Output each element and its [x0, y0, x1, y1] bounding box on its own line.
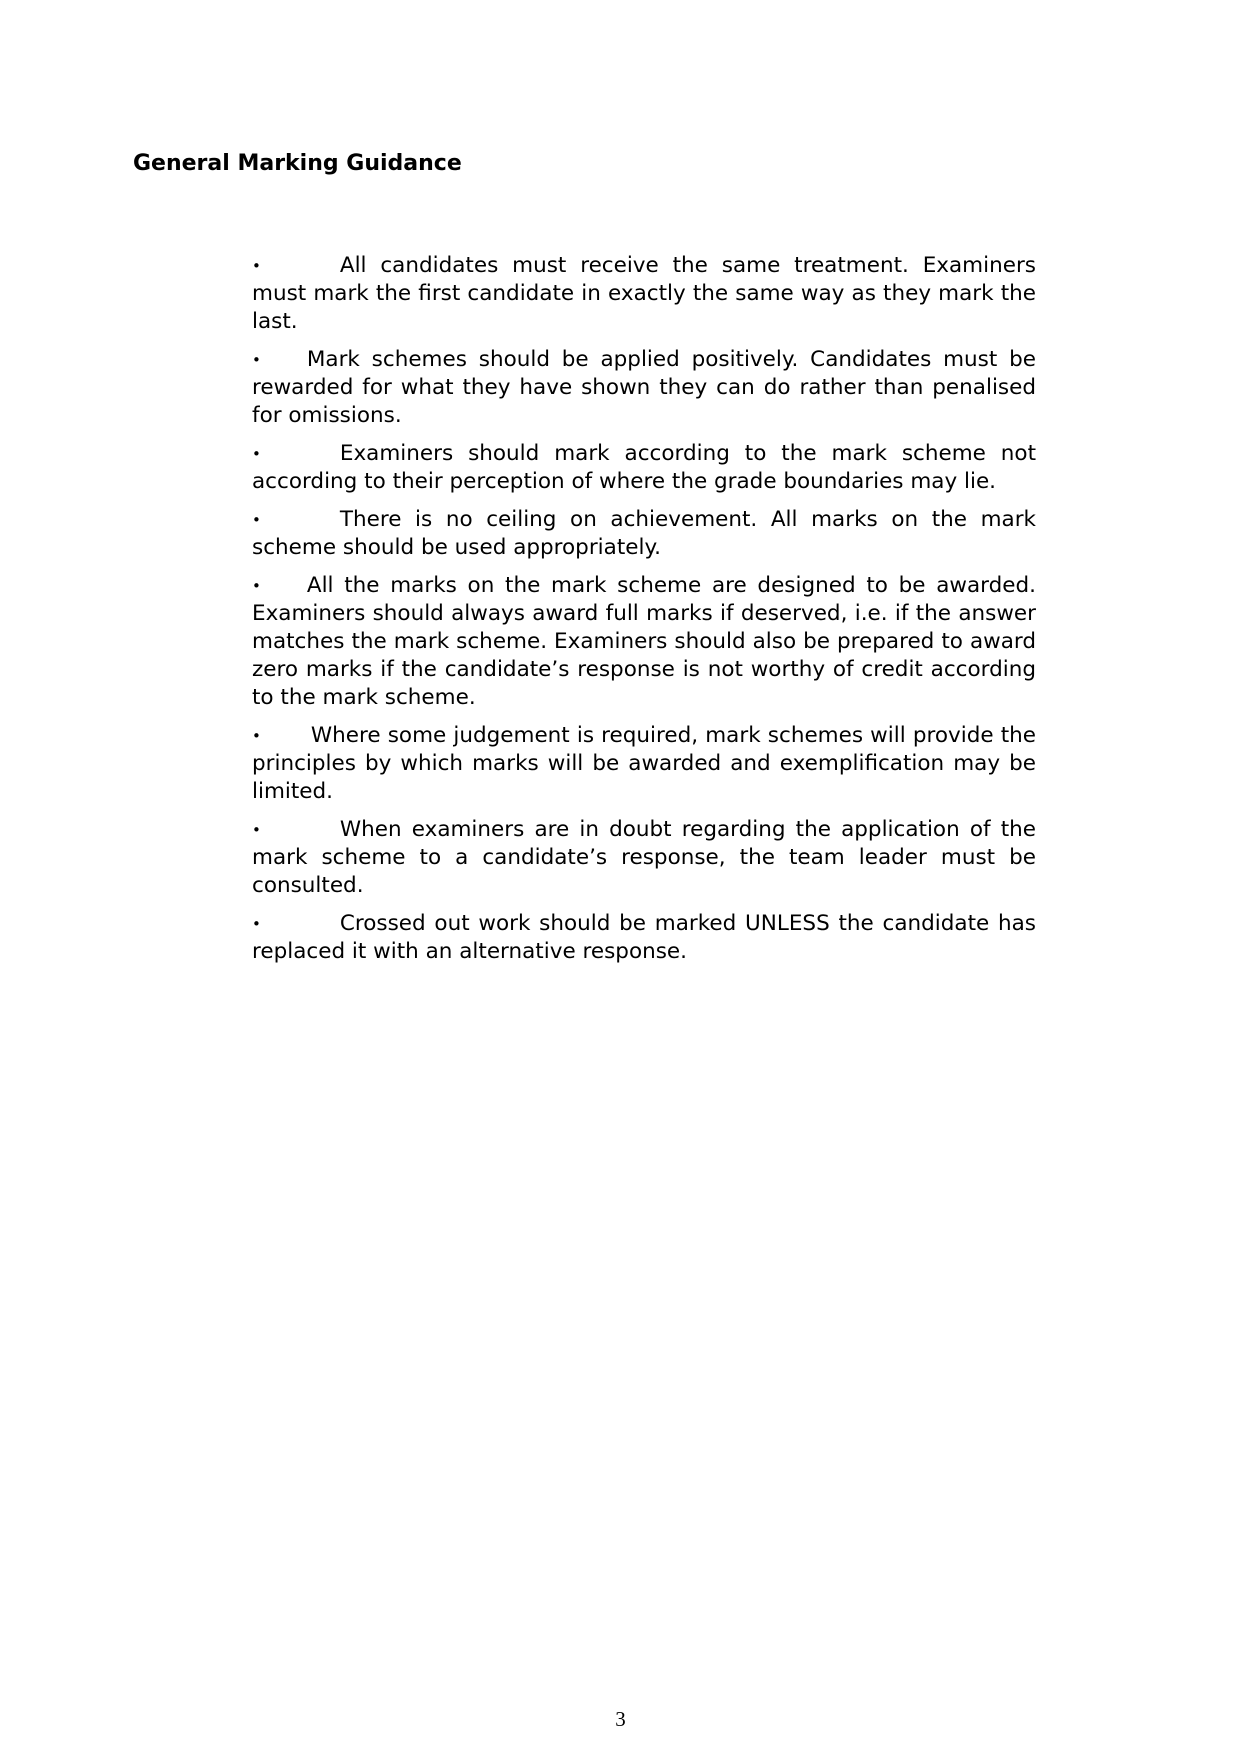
guidance-item-text: Where some judgement is required, mark schemes will provide the principles by which marks will be awarded and exemplification may be limited. [252, 723, 1036, 804]
guidance-item [252, 722, 1036, 806]
guidance-item [252, 816, 1036, 900]
page-number: 3 [615, 1707, 626, 1731]
bullet-icon: • [252, 915, 261, 933]
guidance-item-text: Crossed out work should be marked UNLESS the candidate has replaced it with an alternative response. [252, 911, 1036, 964]
guidance-item [252, 910, 1036, 966]
bullet-icon: • [252, 727, 261, 745]
guidance-item-text: There is no ceiling on achievement. All marks on the mark scheme should be used appropriately. [252, 507, 1036, 560]
bullet-icon: • [252, 821, 261, 839]
bullet-icon: • [252, 257, 261, 275]
bullet-icon: • [252, 577, 261, 595]
guidance-item-text: Examiners should mark according to the mark scheme not according to their perception of where the grade boundaries may lie. [252, 441, 1036, 494]
guidance-list [252, 252, 1036, 976]
bullet-icon: • [252, 351, 261, 369]
bullet-icon: • [252, 445, 261, 463]
bullet-icon: • [252, 511, 261, 529]
guidance-item [252, 506, 1036, 562]
guidance-item [252, 572, 1036, 712]
guidance-item-text: All candidates must receive the same treatment. Examiners must mark the first candidate in exactly the same way as they mark the last. [252, 253, 1036, 334]
guidance-item [252, 252, 1036, 336]
guidance-item [252, 440, 1036, 496]
guidance-item-text: When examiners are in doubt regarding the application of the mark scheme to a candidate’s response, the team leader must be consulted. [252, 817, 1036, 898]
guidance-item [252, 346, 1036, 430]
guidance-item-text: All the marks on the mark scheme are designed to be awarded. Examiners should always award full marks if deserved, i.e. if the answer matches the mark scheme. Examiners should also be prepared to award zero marks if the candidate’s response is not worthy of credit according to the mark scheme. [252, 573, 1036, 710]
page-title: General Marking Guidance [133, 151, 462, 176]
guidance-item-text: Mark schemes should be applied positively. Candidates must be rewarded for what they have shown they can do rather than penalised for omissions. [252, 347, 1036, 428]
